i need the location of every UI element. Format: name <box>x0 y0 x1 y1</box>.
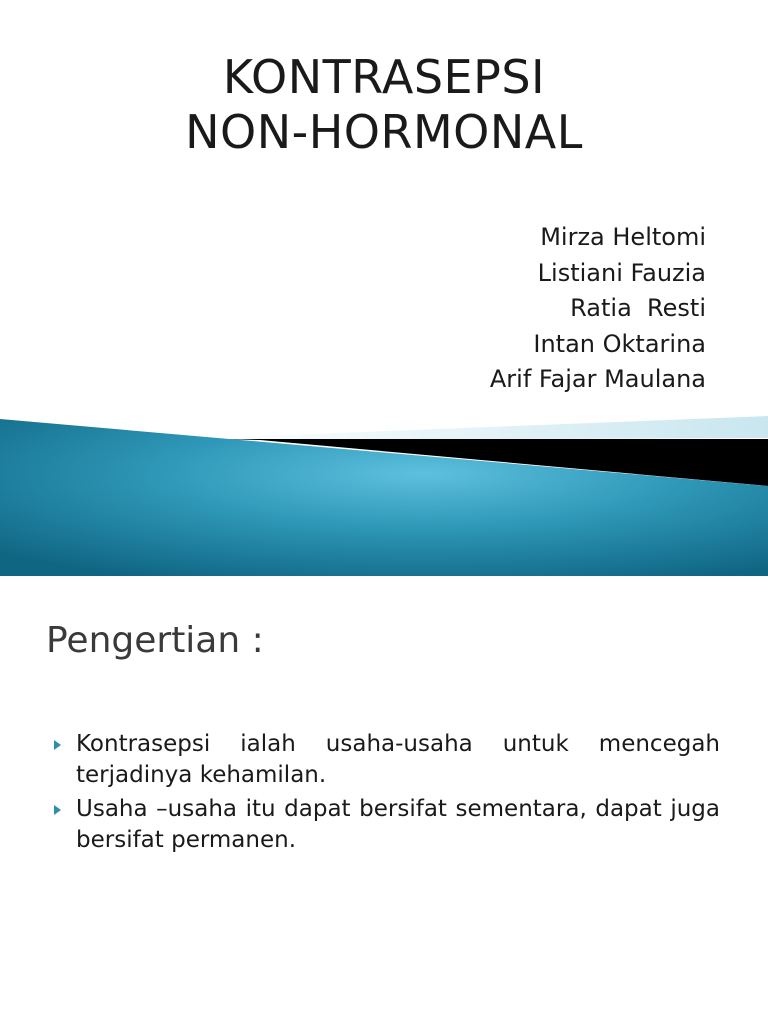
decorative-banner <box>0 414 768 576</box>
bullet-text: Kontrasepsi ialah usaha-usaha untuk mencegah terjadinya kehamilan. <box>76 731 720 788</box>
definition-slide <box>0 576 768 1024</box>
triangle-right-icon <box>54 805 61 815</box>
author-name: Mirza Heltomi <box>540 223 706 251</box>
author-list <box>490 220 706 398</box>
author-name: Listiani Fauzia <box>537 258 706 287</box>
author-name: Intan Oktarina <box>533 329 706 358</box>
bullet-text: Usaha –usaha itu dapat bersifat sementara, dapat juga bersifat permanen. <box>76 796 720 853</box>
list-item <box>52 794 720 856</box>
triangle-right-icon <box>54 740 61 750</box>
slide-title-line-1: KONTRASEPSI <box>222 50 546 104</box>
banner-light-stripe <box>210 416 768 440</box>
slide-title-line-2: NON-HORMONAL <box>185 105 583 159</box>
list-item <box>52 729 720 791</box>
slide-title <box>0 50 768 160</box>
author-name: Ratia Resti <box>570 294 706 322</box>
author-name: Arif Fajar Maulana <box>489 365 706 393</box>
bullet-list <box>52 729 720 859</box>
slide-heading: Pengertian : <box>46 620 264 661</box>
